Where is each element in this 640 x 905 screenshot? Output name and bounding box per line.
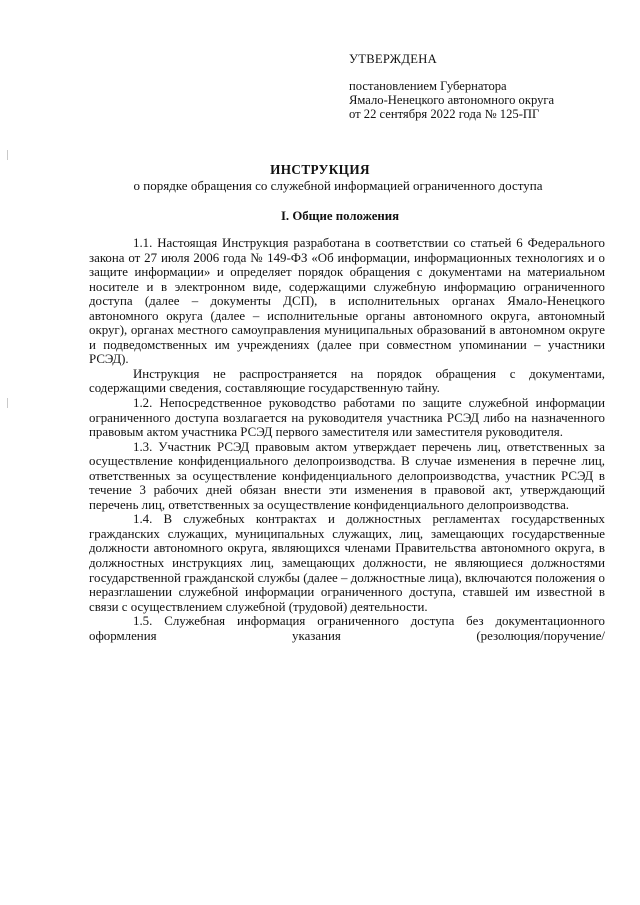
section-heading: I. Общие положения — [280, 209, 400, 223]
approval-stamp — [349, 52, 629, 121]
approval-line: Ямало-Ненецкого автономного округа — [349, 93, 555, 107]
paragraph-1-3: 1.3. Участник РСЭД правовым актом утверждает перечень лиц, ответственных за осуществление конфиденциального делопроизводства. В случае изменения в перечне лиц, ответственных за осуществление конфиденциального делопроизводства, участник РСЭД в течение 3 рабочих дней обязан внести эти изменения в правовой акт, утверждающий перечень лиц, ответственных за осуществление конфиденциального делопроизводства. — [89, 439, 605, 512]
paragraph-1-1: 1.1. Настоящая Инструкция разработана в соответствии со статьей 6 Федерального закона от 27 июля 2006 года № 149-ФЗ «Об информации, информационных технологиях и о защите информации» и определяет порядок обращения с документами на материальном носителе и в электронном виде, содержащими служебную информацию ограниченного доступа (далее – документы ДСП), в исполнительных органах Ямало-Ненецкого автономного округа (далее – исполнительные органы автономного округа, автономный округ), органах местного самоуправления муниципальных образований в автономном округе и подведомственных им учреждениях (далее при совместном упоминании – участники РСЭД). — [89, 236, 605, 367]
paragraph-1-5: 1.5. Служебная информация ограниченного доступа без документационного оформления указания (резолюция/поручение/ — [89, 614, 605, 643]
approval-line: от 22 сентября 2022 года № 125-ПГ — [349, 107, 540, 121]
document-title: ИНСТРУКЦИЯ — [270, 162, 370, 177]
approval-line: постановлением Губернатора — [349, 79, 507, 93]
document-subtitle: о порядке обращения со служебной информацией ограниченного доступа — [133, 178, 543, 193]
document-body — [89, 236, 605, 643]
approval-title: УТВЕРЖДЕНА — [349, 52, 438, 66]
paragraph-note: Инструкция не распространяется на порядок обращения с документами, содержащими сведения, составляющие государственную тайну. — [89, 366, 605, 396]
paragraph-1-2: 1.2. Непосредственное руководство работами по защите служебной информации ограниченного доступа возлагается на руководителя участника РСЭД либо на назначенного правовым актом участника РСЭД первого заместителя или заместителя руководителя. — [89, 396, 605, 440]
scan-artifact — [7, 150, 8, 160]
scan-artifact — [7, 398, 8, 408]
paragraph-1-4: 1.4. В служебных контрактах и должностных регламентах государственных гражданских служащих, муниципальных служащих, лиц, замещающих государственные должности автономного округа, являющихся членами Правительства автономного округа, в должностных инструкциях лиц, замещающих должности, не являющиеся должностями государственной гражданской службы (далее – должностные лица), включаются положения о неразглашении служебной информации ограниченного доступа, ставшей им известной в связи с осуществлением служебной (трудовой) деятельности. — [89, 512, 605, 614]
